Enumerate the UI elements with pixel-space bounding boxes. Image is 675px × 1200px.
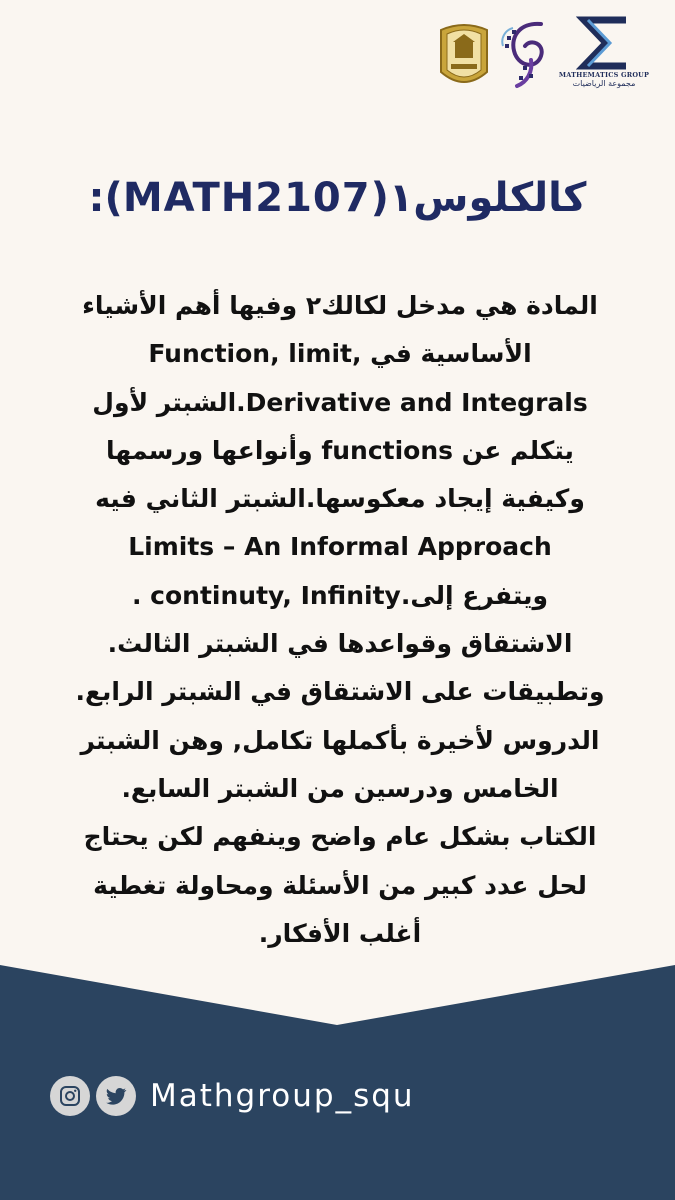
- swirl-logo: [501, 16, 551, 90]
- body-line: Limits – An Informal Approach: [128, 532, 552, 562]
- body-line: الدروس لأخيرة بأكملها تكامل, وهن الشبتر: [80, 725, 600, 755]
- social-bar: [50, 1076, 415, 1116]
- body-line: يتكلم عن functions وأنواعها ورسمها: [106, 435, 574, 465]
- body-line: الخامس ودرسين من الشبتر السابع.: [121, 773, 559, 803]
- social-handle[interactable]: Mathgroup_squ: [150, 1078, 415, 1114]
- description-text: [40, 282, 640, 958]
- body-line: الكتاب بشكل عام واضح وينفهم لكن يحتاج: [83, 822, 597, 852]
- university-seal-logo: [437, 20, 491, 92]
- instagram-icon[interactable]: [50, 1076, 90, 1116]
- page-title: كالكلوس١(MATH2107):: [88, 175, 587, 221]
- body-line: وتطبيقات على الاشتقاق في الشبتر الرابع.: [75, 677, 605, 707]
- body-line: ويتفرع إلى.continuty, Infinity .: [131, 580, 549, 610]
- body-line: الاشتقاق وقواعدها في الشبتر الثالث.: [107, 629, 573, 659]
- body-line: أغلب الأفكار.: [258, 918, 422, 948]
- body-line: وكيفية إيجاد معكوسها.الشبتر الثاني فيه: [95, 484, 585, 514]
- twitter-icon[interactable]: [96, 1076, 136, 1116]
- body-line: Derivative and Integrals.الشبتر لأول: [92, 387, 588, 417]
- mathematics-group-logo: [558, 16, 650, 96]
- body-line: المادة هي مدخل لكالك٢ وفيها أهم الأشياء: [82, 291, 598, 320]
- logo-bar: [437, 16, 650, 96]
- body-line: الأساسية في ,Function, limit: [148, 339, 532, 369]
- group-logo-caption-en: MATHEMATICS GROUP: [558, 71, 650, 79]
- sigma-icon: [576, 16, 632, 70]
- group-logo-caption-ar: مجموعة الرياضيات: [572, 79, 636, 88]
- body-line: لحل عدد كبير من الأسئلة ومحاولة تغطية: [93, 870, 587, 900]
